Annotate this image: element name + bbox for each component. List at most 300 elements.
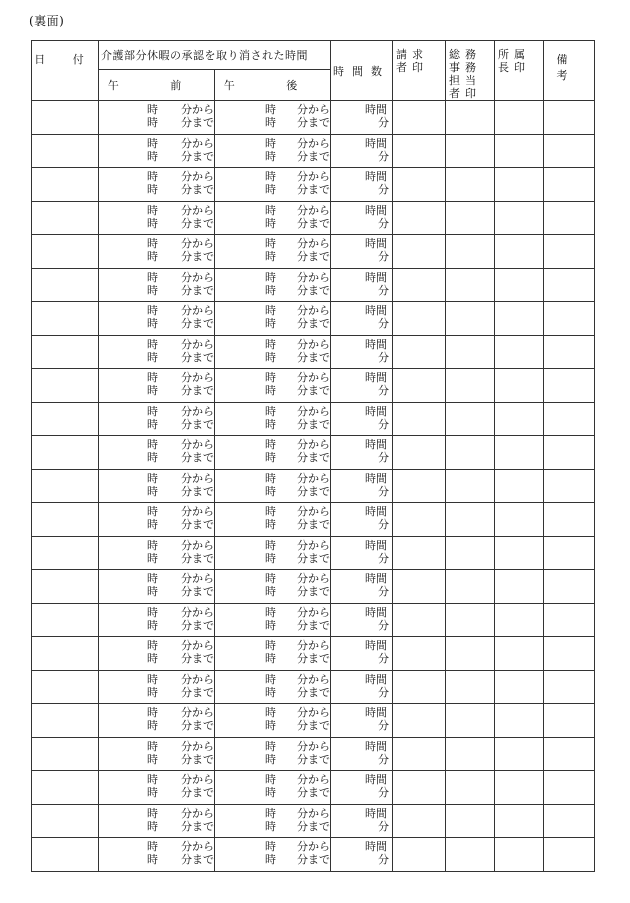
hour-label: 時: [265, 739, 276, 753]
hour-label: 時: [147, 237, 158, 250]
from-minute-label: 分から: [181, 170, 214, 183]
office-head-seal-cell[interactable]: [495, 804, 544, 838]
hour-label: 時: [265, 484, 276, 498]
date-cell[interactable]: [32, 469, 99, 503]
office-head-seal-cell[interactable]: [495, 335, 544, 369]
to-minute-label: 分まで: [181, 116, 214, 129]
hours-cell[interactable]: [331, 268, 393, 302]
office-head-seal-cell[interactable]: [495, 503, 544, 537]
minutes-unit-label: 分: [378, 752, 389, 766]
office-head-seal-cell[interactable]: [495, 670, 544, 704]
remarks-cell[interactable]: [544, 804, 595, 838]
date-cell[interactable]: [32, 637, 99, 671]
form-row: [32, 771, 595, 805]
remarks-cell[interactable]: [544, 235, 595, 269]
hours-cell[interactable]: [331, 101, 393, 135]
hour-label: 時: [147, 170, 158, 183]
office-head-seal-cell[interactable]: [495, 469, 544, 503]
morning-time-cell[interactable]: [99, 302, 215, 336]
hours-cell[interactable]: [331, 570, 393, 604]
from-minute-label: 分から: [181, 739, 214, 753]
general-affairs-seal-cell[interactable]: [446, 402, 495, 436]
morning-time-cell[interactable]: [99, 168, 215, 202]
afternoon-time-cell[interactable]: [215, 436, 331, 470]
hours-unit-label: 時間: [365, 237, 387, 250]
morning-time-cell[interactable]: [99, 335, 215, 369]
hours-cell[interactable]: [331, 302, 393, 336]
morning-time-cell[interactable]: [99, 804, 215, 838]
hour-label: 時: [265, 538, 276, 552]
hours-cell[interactable]: [331, 637, 393, 671]
remarks-cell[interactable]: [544, 402, 595, 436]
office-head-seal-cell[interactable]: [495, 168, 544, 202]
hour-label: 時: [147, 304, 158, 317]
date-column-header: 日 付: [32, 41, 99, 101]
afternoon-time-cell[interactable]: [215, 737, 331, 771]
hours-cell[interactable]: [331, 335, 393, 369]
hours-unit-label: 時間: [365, 639, 387, 652]
minutes-unit-label: 分: [378, 183, 389, 196]
hours-cell[interactable]: [331, 402, 393, 436]
general-affairs-seal-cell[interactable]: [446, 570, 495, 604]
office-head-seal-cell[interactable]: [495, 838, 544, 872]
hour-label: 時: [265, 706, 276, 719]
requester-seal-cell[interactable]: [393, 369, 446, 403]
morning-time-cell[interactable]: [99, 838, 215, 872]
morning-time-cell[interactable]: [99, 436, 215, 470]
remarks-cell[interactable]: [544, 603, 595, 637]
afternoon-time-cell[interactable]: [215, 771, 331, 805]
minutes-unit-label: 分: [378, 618, 389, 632]
date-cell[interactable]: [32, 201, 99, 235]
morning-time-cell[interactable]: [99, 201, 215, 235]
office-head-seal-cell[interactable]: [495, 737, 544, 771]
from-minute-label: 分から: [297, 806, 330, 820]
afternoon-time-cell[interactable]: [215, 603, 331, 637]
from-minute-label: 分から: [181, 572, 214, 585]
to-minute-label: 分まで: [297, 384, 330, 397]
hour-label: 時: [147, 685, 158, 699]
requester-seal-cell[interactable]: [393, 268, 446, 302]
remarks-cell[interactable]: [544, 737, 595, 771]
hour-label: 時: [147, 317, 158, 330]
morning-time-cell[interactable]: [99, 704, 215, 738]
requester-seal-header: 請求者印: [393, 41, 446, 101]
hour-label: 時: [265, 819, 276, 833]
date-cell[interactable]: [32, 503, 99, 537]
hour-label: 時: [265, 505, 276, 518]
to-minute-label: 分まで: [297, 819, 330, 833]
general-affairs-seal-cell[interactable]: [446, 134, 495, 168]
afternoon-time-cell[interactable]: [215, 302, 331, 336]
afternoon-time-cell[interactable]: [215, 268, 331, 302]
afternoon-time-cell[interactable]: [215, 134, 331, 168]
remarks-cell[interactable]: [544, 335, 595, 369]
hour-label: 時: [265, 672, 276, 686]
hours-cell[interactable]: [331, 603, 393, 637]
minutes-unit-label: 分: [378, 250, 389, 263]
hours-unit-label: 時間: [365, 404, 387, 418]
general-affairs-seal-cell[interactable]: [446, 603, 495, 637]
requester-seal-cell[interactable]: [393, 536, 446, 570]
hour-label: 時: [265, 283, 276, 297]
morning-time-cell[interactable]: [99, 637, 215, 671]
from-minute-label: 分から: [297, 572, 330, 585]
hour-label: 時: [265, 237, 276, 250]
hour-label: 時: [147, 183, 158, 196]
hour-label: 時: [265, 652, 276, 665]
hours-cell[interactable]: [331, 201, 393, 235]
remarks-cell[interactable]: [544, 771, 595, 805]
from-minute-label: 分から: [297, 136, 330, 150]
hour-label: 時: [265, 853, 276, 866]
date-cell[interactable]: [32, 235, 99, 269]
office-head-seal-cell[interactable]: [495, 570, 544, 604]
hour-label: 時: [147, 116, 158, 129]
office-head-seal-cell[interactable]: [495, 704, 544, 738]
to-minute-label: 分まで: [297, 283, 330, 297]
remarks-cell[interactable]: [544, 436, 595, 470]
requester-seal-cell[interactable]: [393, 670, 446, 704]
hours-cell[interactable]: [331, 503, 393, 537]
date-cell[interactable]: [32, 536, 99, 570]
remarks-cell[interactable]: [544, 469, 595, 503]
to-minute-label: 分まで: [297, 652, 330, 665]
remarks-cell[interactable]: [544, 268, 595, 302]
morning-time-cell[interactable]: [99, 771, 215, 805]
morning-time-cell[interactable]: [99, 369, 215, 403]
to-minute-label: 分まで: [181, 149, 214, 163]
general-affairs-seal-cell[interactable]: [446, 168, 495, 202]
remarks-cell[interactable]: [544, 302, 595, 336]
hour-label: 時: [147, 337, 158, 351]
date-cell[interactable]: [32, 369, 99, 403]
remarks-cell[interactable]: [544, 536, 595, 570]
morning-time-cell[interactable]: [99, 235, 215, 269]
from-minute-label: 分から: [181, 237, 214, 250]
office-head-seal-cell[interactable]: [495, 536, 544, 570]
hour-label: 時: [147, 270, 158, 284]
morning-time-cell[interactable]: [99, 268, 215, 302]
date-cell[interactable]: [32, 268, 99, 302]
hour-label: 時: [265, 203, 276, 217]
general-affairs-seal-cell[interactable]: [446, 235, 495, 269]
hours-unit-label: 時間: [365, 471, 387, 485]
general-affairs-seal-cell[interactable]: [446, 302, 495, 336]
office-head-seal-cell[interactable]: [495, 603, 544, 637]
to-minute-label: 分まで: [181, 317, 214, 330]
requester-seal-cell[interactable]: [393, 168, 446, 202]
remarks-cell[interactable]: [544, 201, 595, 235]
minutes-unit-label: 分: [378, 384, 389, 397]
office-head-seal-cell[interactable]: [495, 637, 544, 671]
form-row: [32, 503, 595, 537]
general-affairs-seal-cell[interactable]: [446, 469, 495, 503]
date-cell[interactable]: [32, 302, 99, 336]
office-head-seal-cell[interactable]: [495, 134, 544, 168]
afternoon-label: 午 後: [223, 79, 322, 93]
requester-seal-cell[interactable]: [393, 302, 446, 336]
date-cell[interactable]: [32, 603, 99, 637]
general-affairs-seal-cell[interactable]: [446, 201, 495, 235]
hour-label: 時: [265, 773, 276, 786]
morning-time-cell[interactable]: [99, 503, 215, 537]
afternoon-time-cell[interactable]: [215, 369, 331, 403]
date-cell[interactable]: [32, 436, 99, 470]
morning-time-cell[interactable]: [99, 402, 215, 436]
hour-label: 時: [147, 819, 158, 833]
to-minute-label: 分まで: [181, 652, 214, 665]
office-head-seal-cell[interactable]: [495, 235, 544, 269]
morning-time-cell[interactable]: [99, 101, 215, 135]
hours-cell[interactable]: [331, 235, 393, 269]
afternoon-time-cell[interactable]: [215, 235, 331, 269]
hour-label: 時: [147, 706, 158, 719]
requester-seal-cell[interactable]: [393, 436, 446, 470]
hour-label: 時: [147, 216, 158, 230]
from-minute-label: 分から: [181, 505, 214, 518]
date-cell[interactable]: [32, 737, 99, 771]
general-affairs-seal-cell[interactable]: [446, 503, 495, 537]
remarks-cell[interactable]: [544, 134, 595, 168]
from-minute-label: 分から: [181, 337, 214, 351]
remarks-cell[interactable]: [544, 838, 595, 872]
hour-label: 時: [265, 317, 276, 330]
requester-seal-cell[interactable]: [393, 637, 446, 671]
requester-seal-cell[interactable]: [393, 335, 446, 369]
to-minute-label: 分まで: [181, 451, 214, 464]
minutes-unit-label: 分: [378, 350, 389, 364]
afternoon-time-cell[interactable]: [215, 101, 331, 135]
hours-cell[interactable]: [331, 771, 393, 805]
general-affairs-seal-cell[interactable]: [446, 704, 495, 738]
hours-cell[interactable]: [331, 134, 393, 168]
date-cell[interactable]: [32, 101, 99, 135]
to-minute-label: 分まで: [181, 585, 214, 598]
from-minute-label: 分から: [181, 103, 214, 116]
general-affairs-seal-cell[interactable]: [446, 670, 495, 704]
office-head-seal-cell[interactable]: [495, 369, 544, 403]
office-head-seal-cell[interactable]: [495, 402, 544, 436]
morning-time-cell[interactable]: [99, 570, 215, 604]
date-cell[interactable]: [32, 804, 99, 838]
requester-seal-cell[interactable]: [393, 235, 446, 269]
hours-cell[interactable]: [331, 469, 393, 503]
form-row: [32, 101, 595, 135]
hours-unit-label: 時間: [365, 170, 387, 183]
from-minute-label: 分から: [181, 270, 214, 284]
to-minute-label: 分まで: [297, 484, 330, 498]
requester-seal-cell[interactable]: [393, 804, 446, 838]
afternoon-time-cell[interactable]: [215, 402, 331, 436]
to-minute-label: 分まで: [297, 853, 330, 866]
general-affairs-seal-cell[interactable]: [446, 536, 495, 570]
to-minute-label: 分まで: [181, 719, 214, 732]
office-head-seal-cell[interactable]: [495, 302, 544, 336]
morning-time-cell[interactable]: [99, 469, 215, 503]
requester-seal-cell[interactable]: [393, 570, 446, 604]
general-affairs-seal-cell[interactable]: [446, 637, 495, 671]
minutes-unit-label: 分: [378, 451, 389, 464]
date-cell[interactable]: [32, 771, 99, 805]
minutes-unit-label: 分: [378, 116, 389, 129]
requester-seal-cell[interactable]: [393, 469, 446, 503]
from-minute-label: 分から: [181, 672, 214, 686]
date-cell[interactable]: [32, 335, 99, 369]
hours-cell[interactable]: [331, 838, 393, 872]
date-cell[interactable]: [32, 402, 99, 436]
remarks-cell[interactable]: [544, 101, 595, 135]
afternoon-time-cell[interactable]: [215, 670, 331, 704]
requester-seal-cell[interactable]: [393, 838, 446, 872]
form-row: [32, 402, 595, 436]
hour-label: 時: [265, 337, 276, 351]
remarks-cell[interactable]: [544, 570, 595, 604]
requester-seal-cell[interactable]: [393, 201, 446, 235]
hour-label: 時: [147, 149, 158, 163]
morning-time-cell[interactable]: [99, 737, 215, 771]
afternoon-time-cell[interactable]: [215, 335, 331, 369]
form-row: [32, 804, 595, 838]
to-minute-label: 分まで: [297, 451, 330, 464]
afternoon-time-cell[interactable]: [215, 637, 331, 671]
morning-time-cell[interactable]: [99, 536, 215, 570]
hours-cell[interactable]: [331, 369, 393, 403]
hour-label: 時: [147, 136, 158, 150]
hour-label: 時: [147, 484, 158, 498]
hour-label: 時: [265, 639, 276, 652]
remarks-cell[interactable]: [544, 369, 595, 403]
form-row: [32, 302, 595, 336]
hour-label: 時: [265, 438, 276, 451]
from-minute-label: 分から: [181, 706, 214, 719]
general-affairs-seal-cell[interactable]: [446, 335, 495, 369]
general-affairs-seal-cell[interactable]: [446, 737, 495, 771]
office-head-seal-cell[interactable]: [495, 771, 544, 805]
hours-unit-label: 時間: [365, 270, 387, 284]
form-row: [32, 670, 595, 704]
to-minute-label: 分まで: [297, 752, 330, 766]
date-cell[interactable]: [32, 670, 99, 704]
hours-cell[interactable]: [331, 436, 393, 470]
to-minute-label: 分まで: [297, 317, 330, 330]
morning-subheader: [99, 70, 215, 101]
requester-seal-cell[interactable]: [393, 704, 446, 738]
office-head-seal-cell[interactable]: [495, 268, 544, 302]
hour-label: 時: [147, 618, 158, 632]
hour-label: 時: [265, 451, 276, 464]
date-cell[interactable]: [32, 704, 99, 738]
remarks-cell[interactable]: [544, 503, 595, 537]
date-cell[interactable]: [32, 134, 99, 168]
hour-label: 時: [265, 103, 276, 116]
hour-label: 時: [147, 572, 158, 585]
hours-cell[interactable]: [331, 804, 393, 838]
hours-unit-label: 時間: [365, 103, 387, 116]
hour-label: 時: [147, 538, 158, 552]
from-minute-label: 分から: [181, 538, 214, 552]
morning-time-cell[interactable]: [99, 134, 215, 168]
requester-seal-cell[interactable]: [393, 101, 446, 135]
requester-seal-cell[interactable]: [393, 402, 446, 436]
from-minute-label: 分から: [181, 471, 214, 485]
hour-label: 時: [147, 451, 158, 464]
requester-seal-cell[interactable]: [393, 503, 446, 537]
afternoon-time-cell[interactable]: [215, 570, 331, 604]
morning-time-cell[interactable]: [99, 670, 215, 704]
from-minute-label: 分から: [297, 706, 330, 719]
general-affairs-seal-cell[interactable]: [446, 804, 495, 838]
general-affairs-seal-cell[interactable]: [446, 436, 495, 470]
requester-seal-cell[interactable]: [393, 737, 446, 771]
from-minute-label: 分から: [297, 203, 330, 217]
hour-label: 時: [147, 350, 158, 364]
remarks-cell[interactable]: [544, 704, 595, 738]
general-affairs-seal-cell[interactable]: [446, 771, 495, 805]
hours-cell[interactable]: [331, 670, 393, 704]
from-minute-label: 分から: [297, 505, 330, 518]
requester-seal-cell[interactable]: [393, 603, 446, 637]
afternoon-subheader: [215, 70, 331, 101]
minutes-unit-label: 分: [378, 317, 389, 330]
afternoon-time-cell[interactable]: [215, 503, 331, 537]
date-cell[interactable]: [32, 570, 99, 604]
minutes-unit-label: 分: [378, 585, 389, 598]
hour-label: 時: [147, 471, 158, 485]
remarks-cell[interactable]: [544, 670, 595, 704]
office-head-seal-cell[interactable]: [495, 201, 544, 235]
to-minute-label: 分まで: [181, 183, 214, 196]
form-row: [32, 168, 595, 202]
afternoon-time-cell[interactable]: [215, 804, 331, 838]
afternoon-time-cell[interactable]: [215, 201, 331, 235]
office-head-seal-cell[interactable]: [495, 436, 544, 470]
hours-unit-label: 時間: [365, 538, 387, 552]
general-affairs-seal-cell[interactable]: [446, 369, 495, 403]
hours-cell[interactable]: [331, 737, 393, 771]
from-minute-label: 分から: [181, 203, 214, 217]
hour-label: 時: [147, 605, 158, 619]
afternoon-time-cell[interactable]: [215, 168, 331, 202]
form-row: [32, 469, 595, 503]
morning-time-cell[interactable]: [99, 603, 215, 637]
minutes-unit-label: 分: [378, 853, 389, 866]
general-affairs-seal-cell[interactable]: [446, 268, 495, 302]
hours-cell[interactable]: [331, 168, 393, 202]
afternoon-time-cell[interactable]: [215, 838, 331, 872]
general-affairs-seal-cell[interactable]: [446, 838, 495, 872]
requester-seal-cell[interactable]: [393, 771, 446, 805]
hour-label: 時: [147, 283, 158, 297]
minutes-unit-label: 分: [378, 685, 389, 699]
hours-cell[interactable]: [331, 536, 393, 570]
office-head-seal-cell[interactable]: [495, 101, 544, 135]
remarks-cell[interactable]: [544, 637, 595, 671]
hours-cell[interactable]: [331, 704, 393, 738]
requester-seal-cell[interactable]: [393, 134, 446, 168]
hour-label: 時: [265, 216, 276, 230]
date-cell[interactable]: [32, 838, 99, 872]
afternoon-time-cell[interactable]: [215, 704, 331, 738]
general-affairs-seal-cell[interactable]: [446, 101, 495, 135]
date-cell[interactable]: [32, 168, 99, 202]
afternoon-time-cell[interactable]: [215, 536, 331, 570]
office-head-seal-header: 所属長印: [495, 41, 544, 101]
afternoon-time-cell[interactable]: [215, 469, 331, 503]
from-minute-label: 分から: [181, 605, 214, 619]
remarks-cell[interactable]: [544, 168, 595, 202]
hour-label: 時: [147, 806, 158, 820]
